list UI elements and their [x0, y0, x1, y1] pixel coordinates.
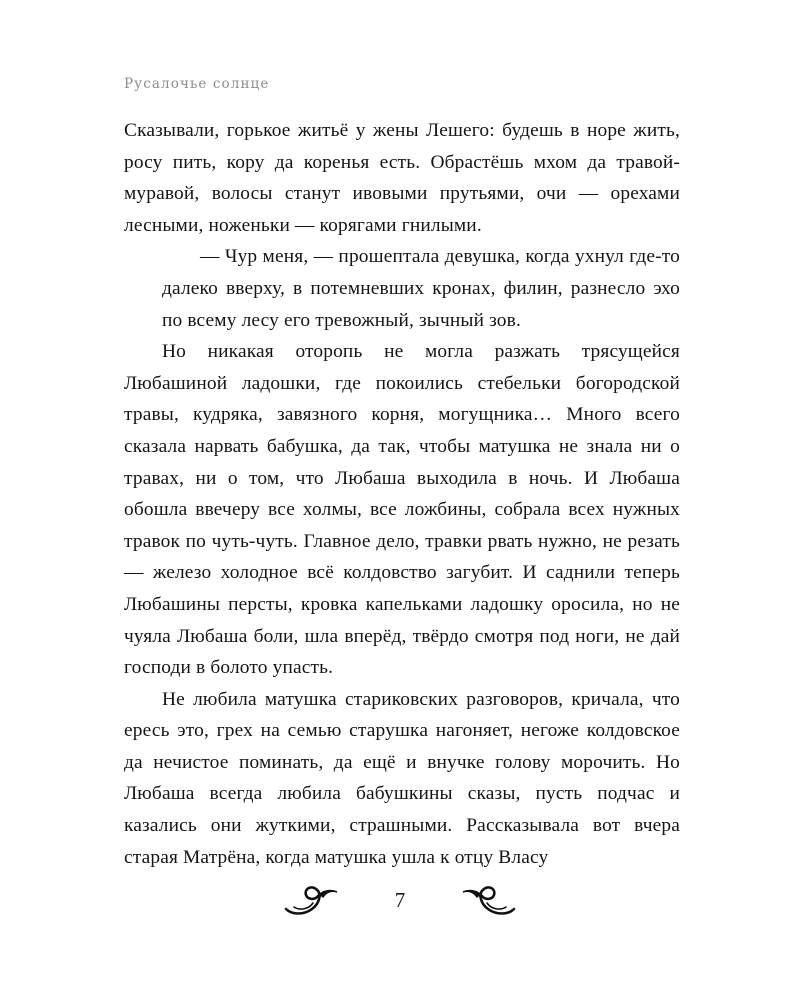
page-body-text — [124, 115, 680, 873]
paragraph-dialogue: — Чур меня, — прошептала девушка, когда ухнул где-то далеко вверху, в потемневших кронах, филин, разнесло эхо по всему лесу его тревожный, зычный зов. — [162, 246, 680, 331]
paragraph: Не любила матушка стариковских разговоров, кричала, что ересь это, грех на семью старушка нагоняет, негоже колдовское да нечистое поминать, да ещё и внучке голову морочить. Но Любаша всегда любила бабушкины сказы, пусть подчас и казались они жуткими, страшными. Рассказывала вот вчера старая Матрёна, когда матушка ушла к отцу Власу — [124, 688, 680, 868]
paragraph: Сказывали, горькое житьё у жены Лешего: будешь в норе жить, росу пить, кору да коренья есть. Обрастёшь мхом да травой-муравой, волосы станут ивовыми прутьями, очи — орехами лесными, ноженьки — корягами гнилыми. — [124, 120, 680, 236]
swirl-ornament-left-icon — [282, 883, 344, 917]
paragraph: Но никакая оторопь не могла разжать трясущейся Любашиной ладошки, где покоились стебельки богородской травы, кудряка, завязного корня, могущника… Много всего сказала нарвать бабушка, да так, чтобы матушка не знала ни о травах, ни о том, что Любаша выходила в ночь. И Любаша обошла ввечеру все холмы, все ложбины, собрала всех нужных травок по чуть-чуть. Главное дело, травки рвать нужно, не резать — железо холодное всё колдовство загубит. И саднили теперь Любашины персты, кровка капельками ладошку оросила, но не чуяла Любаша боли, шла вперёд, твёрдо смотря под ноги, не дай господи в болото упасть. — [124, 341, 680, 679]
swirl-ornament-right-icon — [456, 883, 518, 917]
page-number: 7 — [394, 887, 406, 912]
page-footer — [0, 870, 800, 930]
running-head: Русалочье солнце — [124, 76, 270, 92]
